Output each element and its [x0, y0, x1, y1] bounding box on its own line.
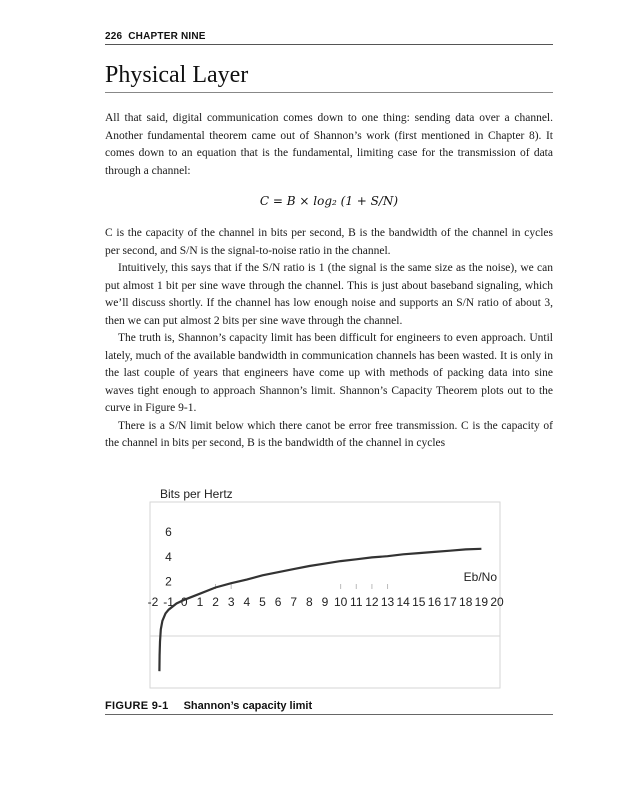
- x-tick-label: 7: [290, 595, 298, 609]
- x-tick-label: -1: [163, 595, 174, 609]
- caption-rule: [105, 714, 553, 715]
- x-tick-label: 14: [396, 595, 410, 609]
- x-axis-title: Eb/No: [463, 570, 497, 584]
- paragraph: Intuitively, this says that if the S/N ratio is 1 (the signal is the same size as the noise), we can put almost 1 bit per sine wave through the channel. This is just about baseband signaling, which we’ll discuss shortly. If the channel has low enough noise and supports an S/N ratio of about 3, then we can put almost 2 bits per sine wave through the channel.: [105, 262, 553, 327]
- paragraph: There is a S/N limit below which there canot be error free transmission. C is the capacity of the channel in bits per second, B is the bandwidth of the channel in cycles: [105, 419, 553, 449]
- x-tick-label: 4: [243, 595, 251, 609]
- page-number: 226: [105, 31, 123, 42]
- y-axis-title: Bits per Hertz: [160, 487, 233, 501]
- x-tick-label: 18: [459, 595, 473, 609]
- shannon-equation: C = B × log₂ (1 + S/N): [259, 194, 399, 208]
- chapter-label: CHAPTER NINE: [128, 31, 206, 42]
- x-tick-label: 12: [365, 595, 379, 609]
- x-tick-label: 13: [380, 595, 395, 609]
- figure-caption-text: Shannon’s capacity limit: [183, 700, 313, 712]
- header-rule: [105, 44, 553, 45]
- section-title: Physical Layer: [105, 62, 249, 88]
- x-tick-label: 8: [306, 595, 313, 609]
- x-tick-label: 5: [259, 595, 266, 609]
- paragraph: The truth is, Shannon’s capacity limit has been difficult for engineers to even approach. Until lately, much of the available bandwidth in communication channels has been wasted. It is only in the last couple of years that engineers have come up with methods of packing data into sine waves tight enough to approach Shannon’s limit. Shannon’s Capacity Theorem plots out to the curve in Figure 9-1.: [105, 332, 553, 414]
- x-tick-label: 16: [427, 595, 442, 609]
- x-tick-label: 11: [350, 595, 363, 609]
- capacity-curve: [159, 549, 481, 671]
- x-tick-label: 19: [474, 595, 489, 609]
- y-tick-label: 2: [165, 574, 172, 589]
- title-rule: [105, 92, 553, 93]
- intro-text: [105, 110, 553, 180]
- figure-caption: [105, 700, 312, 712]
- paragraph: All that said, digital communication comes down to one thing: sending data over a channel. Another fundamental theorem came out of Shannon’s work (first mentioned in Chapter 8). It comes down to an equation that is the fundamental, limiting case for the transmission of data through a channel:: [105, 112, 553, 177]
- figure-label: FIGURE 9-1: [105, 700, 169, 712]
- x-tick-label: 6: [274, 595, 282, 609]
- x-tick-label: 9: [321, 595, 329, 609]
- running-head: [105, 31, 553, 42]
- body-text: [105, 225, 553, 453]
- x-tick-label: 10: [333, 595, 348, 609]
- x-tick-label: 15: [412, 595, 426, 609]
- y-tick-label: 4: [165, 549, 172, 564]
- capacity-chart: [140, 480, 510, 692]
- paragraph: C is the capacity of the channel in bits per second, B is the bandwidth of the channel in cycles per second, and S/N is the signal-to-noise ratio in the channel.: [105, 227, 553, 257]
- y-tick-label: 6: [165, 525, 172, 540]
- x-tick-label: 2: [212, 595, 219, 609]
- x-tick-label: 17: [443, 595, 457, 609]
- x-tick-label: 20: [490, 595, 504, 609]
- x-tick-label: 1: [196, 595, 204, 609]
- x-tick-label: 0: [180, 595, 188, 609]
- x-tick-label: 3: [227, 595, 235, 609]
- x-tick-label: -2: [147, 595, 159, 609]
